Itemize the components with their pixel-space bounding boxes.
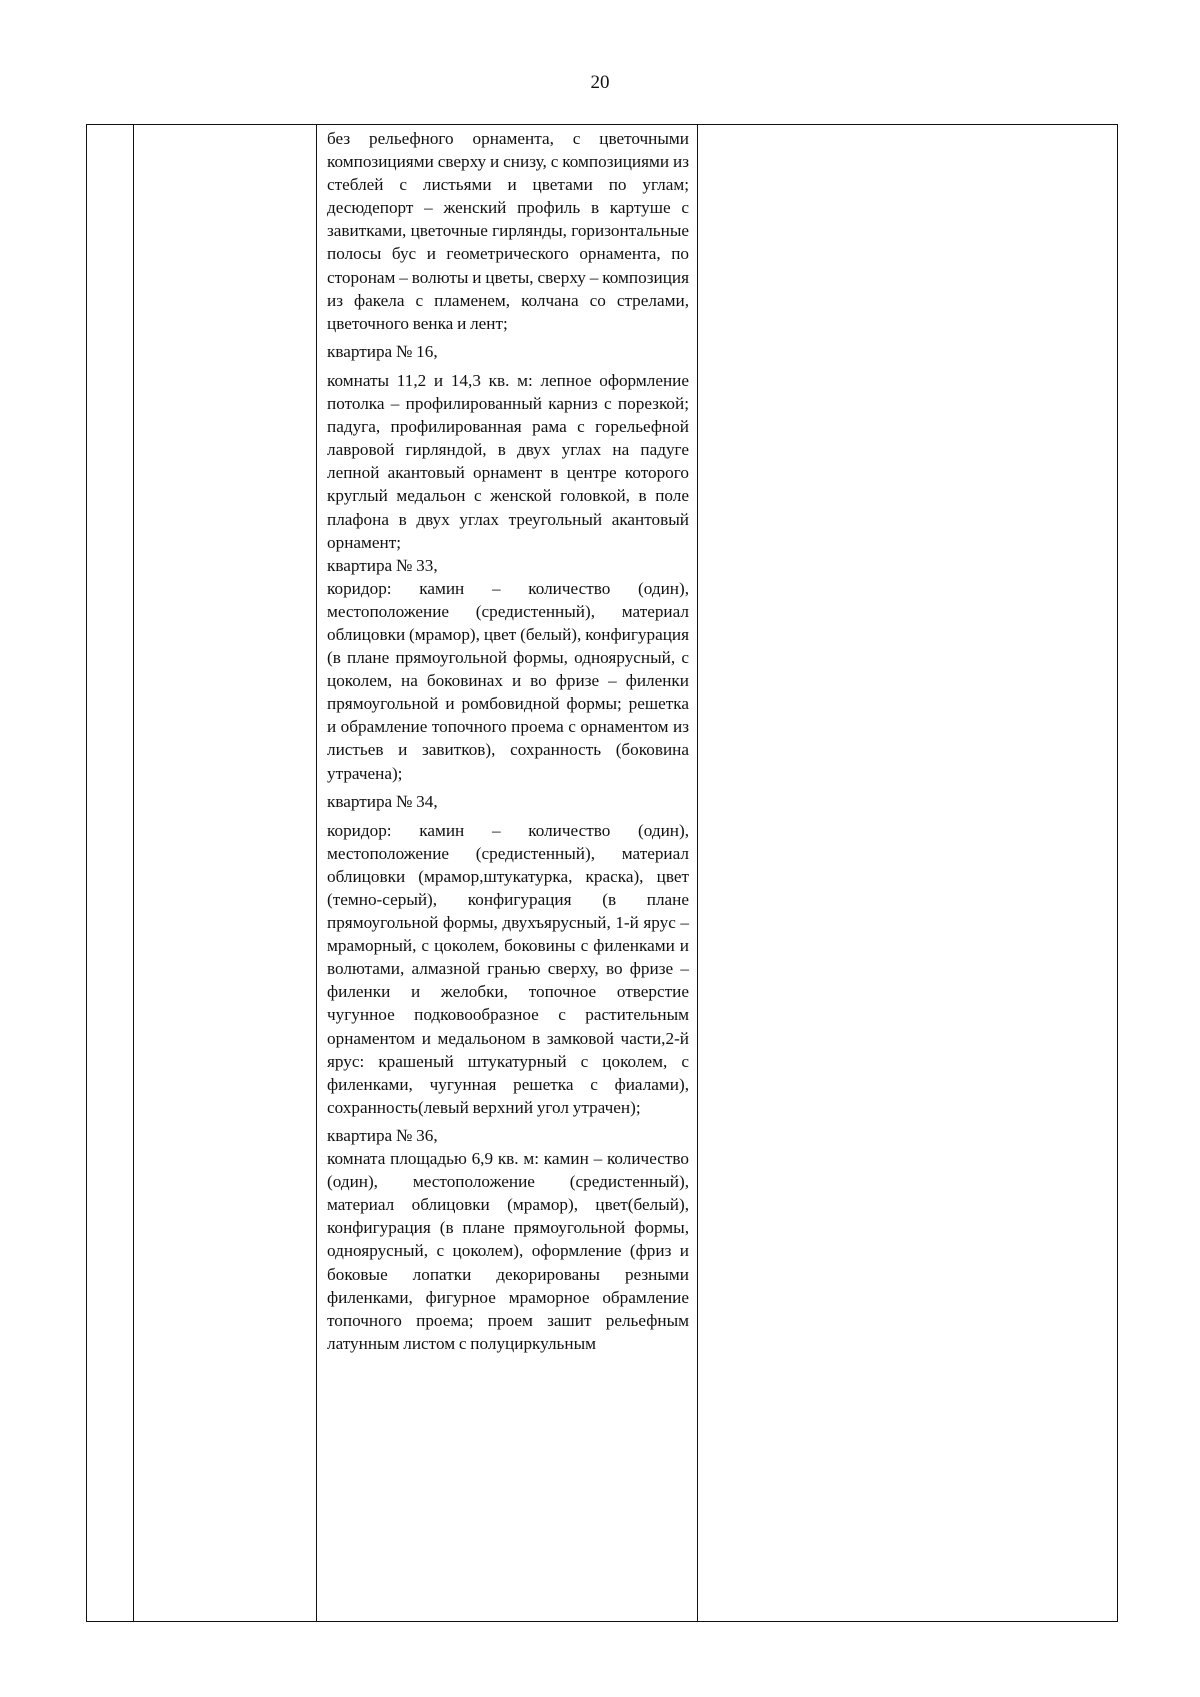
paragraph-intro: без рельефного орнамента, с цветочными композициями сверху и снизу, с композициями из стеблей с листьями и цветами по углам; десюдепорт – женский профиль в картуше с завитками, цветочные гирлянды, горизонтальные полосы бус и геометрического орнамента, по сторонам – волюты и цветы, сверху – композиция из факела с пламенем, колчана со стрелами, цветочного венка и лент; xyxy=(327,129,689,333)
apartment-heading-16: квартира № 16, xyxy=(327,341,438,361)
apartment-heading-33: квартира № 33, xyxy=(327,555,438,575)
page-number: 20 xyxy=(590,72,610,93)
description-cell xyxy=(317,125,698,1622)
paragraph-apartment-36: комната площадью 6,9 кв. м: камин – количество (один), местоположение (средистенный), материал облицовки (мрамор), цвет(белый), конфигурация (в плане прямоугольной формы, одноярусный, с цоколем), оформление (фриз и боковые лопатки декорированы резными филенками, фигурное мраморное обрамление топочного проема; проем зашит рельефным латунным листом с полуциркульным xyxy=(327,1149,689,1353)
paragraph-apartment-34: коридор: камин – количество (один), местоположение (средистенный), материал облицовки (мрамор,штукатурка, краска), цвет (темно-серый), конфигурация (в плане прямоугольной формы, двухъярусный, 1-й ярус – мраморный, с цоколем, боковины с филенками и волютами, алмазной гранью сверху, во фризе – филенки и желобки, топочное отверстие чугунное подковообразное с растительным орнаментом и медальоном в замковой части,2-й ярус: крашеный штукатурный с цоколем, с филенками, чугунная решетка с фиалами), сохранность(левый верхний угол утрачен); xyxy=(327,820,689,1117)
number-cell xyxy=(87,125,134,1622)
paragraph-apartment-33: коридор: камин – количество (один), местоположение (средистенный), материал облицовки (мрамор), цвет (белый), конфигурация (в плане прямоугольной формы, одноярусный, с цоколем, на боковинах и во фризе – филенки прямоугольной и ромбовидной формы; решетка и обрамление топочного проема с орнаментом из листьев и завитков), сохранность (боковина утрачена); xyxy=(327,578,689,783)
apartment-heading-36: квартира № 36, xyxy=(327,1125,438,1145)
notes-cell xyxy=(698,125,1118,1622)
name-cell xyxy=(134,125,317,1622)
apartment-heading-34: квартира № 34, xyxy=(327,791,438,811)
table-row xyxy=(87,125,1118,1622)
paragraph-apartment-16: комнаты 11,2 и 14,3 кв. м: лепное оформление потолка – профилированный карниз с порезкой; падуга, профилированная рама с горельефной лавровой гирляндой, в двух углах на падуге лепной акантовый орнамент в центре которого круглый медальон с женской головкой, в поле плафона в двух углах треугольный акантовый орнамент; xyxy=(327,370,689,552)
monument-table xyxy=(86,124,1118,1622)
